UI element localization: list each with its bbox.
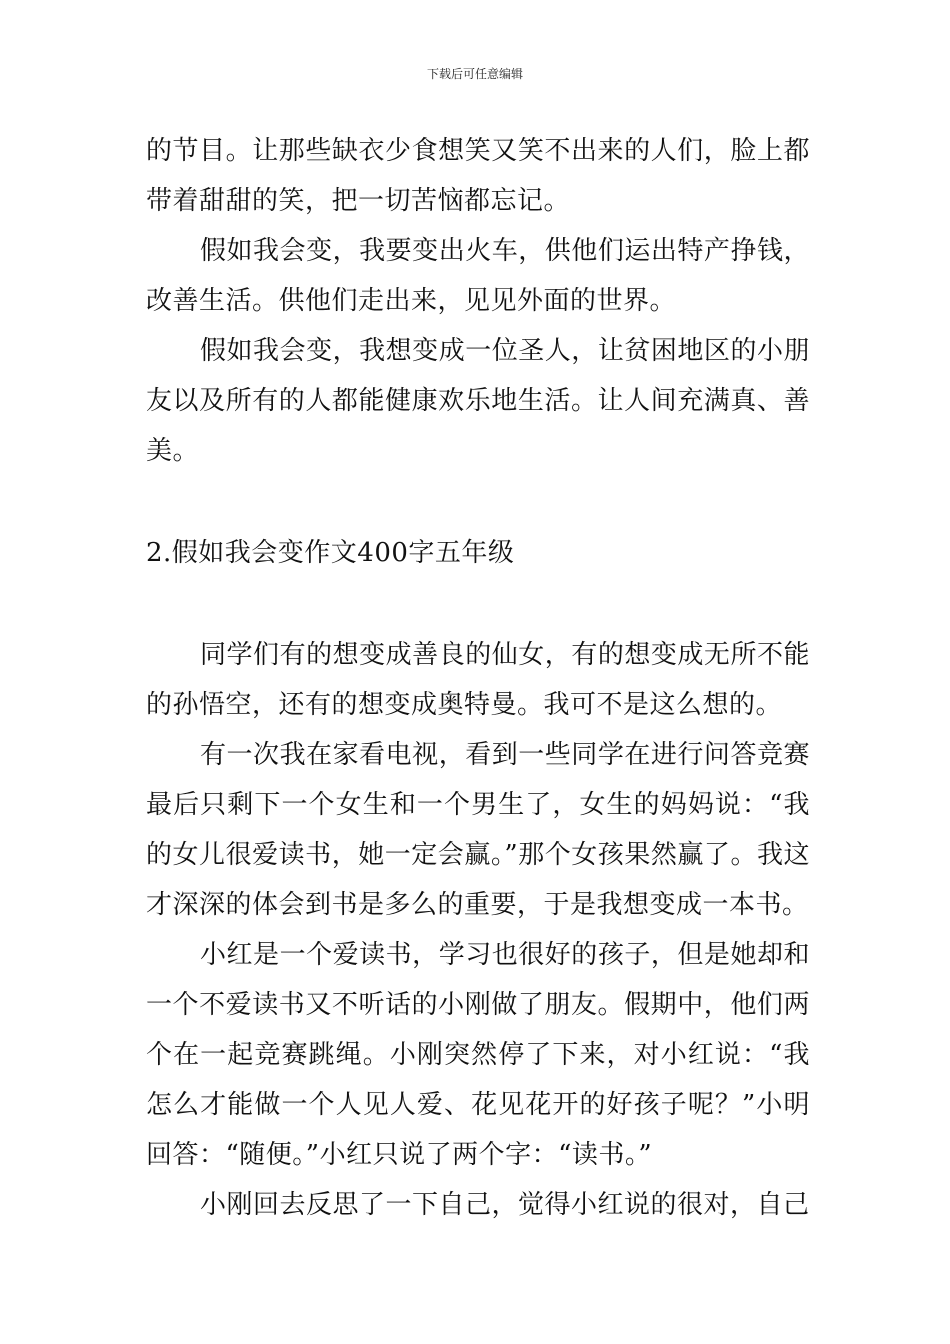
paragraph: 小刚回去反思了一下自己，觉得小红说的很对，自己 bbox=[200, 1190, 810, 1220]
page-header-note: 下载后可任意编辑 bbox=[426, 67, 523, 81]
spacer bbox=[146, 476, 810, 528]
section-heading: 2.假如我会变作文400字五年级 bbox=[146, 538, 515, 568]
paragraph: 小红是一个爱读书，学习也很好的孩子，但是她却和一个不爱读书又不听话的小刚做了朋友。假期中，他们两个在一起竞赛跳绳。小刚突然停了下来，对小红说：“我怎么才能做一个人见人爱、花见花开的好孩子呢？”小明回答：“随便。”小红只说了两个字：“读书。” bbox=[146, 940, 810, 1170]
paragraph: 的节目。让那些缺衣少食想笑又笑不出来的人们，脸上都带着甜甜的笑，把一切苦恼都忘记。 bbox=[146, 136, 810, 216]
paragraph: 假如我会变，我想变成一位圣人，让贫困地区的小朋友以及所有的人都能健康欢乐地生活。让人间充满真、善美。 bbox=[146, 336, 810, 466]
paragraph: 同学们有的想变成善良的仙女，有的想变成无所不能的孙悟空，还有的想变成奥特曼。我可不是这么想的。 bbox=[146, 640, 810, 720]
spacer bbox=[146, 578, 810, 630]
paragraph: 有一次我在家看电视，看到一些同学在进行问答竞赛最后只剩下一个女生和一个男生了，女生的妈妈说：“我的女儿很爱读书，她一定会赢。”那个女孩果然赢了。我这才深深的体会到书是多么的重要，于是我想变成一本书。 bbox=[146, 740, 810, 920]
paragraph: 假如我会变，我要变出火车，供他们运出特产挣钱，改善生活。供他们走出来，见见外面的世界。 bbox=[146, 236, 810, 316]
document-body bbox=[146, 126, 810, 1230]
